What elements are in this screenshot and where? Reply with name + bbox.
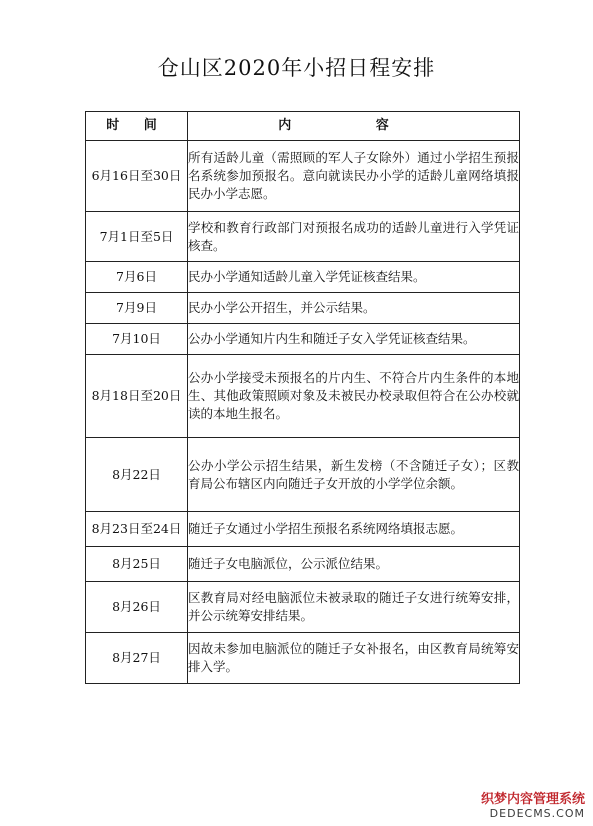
table-row (86, 512, 520, 547)
table-row (86, 324, 520, 355)
row-date: 7月1日至5日 (86, 212, 188, 262)
row-date: 7月6日 (86, 262, 188, 293)
row-content: 公办小学接受未预报名的片内生、不符合片内生条件的本地生、其他政策照顾对象及未被民办校录取但符合在公办校就读的本地生报名。 (188, 355, 520, 438)
table-row (86, 141, 520, 212)
site-watermark (481, 788, 585, 820)
row-content: 民办小学通知适龄儿童入学凭证核查结果。 (188, 262, 520, 293)
row-content: 随迁子女通过小学招生预报名系统网络填报志愿。 (188, 512, 520, 547)
table-row (86, 355, 520, 438)
row-date: 8月26日 (86, 582, 188, 633)
row-content: 民办小学公开招生，并公示结果。 (188, 293, 520, 324)
row-content: 随迁子女电脑派位，公示派位结果。 (188, 547, 520, 582)
watermark-url: DEDECMS.COM (489, 807, 585, 820)
row-date: 7月10日 (86, 324, 188, 355)
row-date: 6月16日至30日 (86, 141, 188, 212)
table-row (86, 633, 520, 684)
header-content: 内 容 (188, 112, 520, 141)
row-content: 学校和教育行政部门对预报名成功的适龄儿童进行入学凭证核查。 (188, 212, 520, 262)
row-date: 8月27日 (86, 633, 188, 684)
table-row (86, 547, 520, 582)
table-row (86, 582, 520, 633)
watermark-brand: 织梦内容管理系统 (480, 792, 585, 807)
table-row (86, 262, 520, 293)
table-row (86, 438, 520, 512)
schedule-table (85, 111, 520, 684)
row-content: 所有适龄儿童（需照顾的军人子女除外）通过小学招生预报名系统参加预报名。意向就读民办小学的适龄儿童网络填报民办小学志愿。 (188, 141, 520, 212)
header-time: 时 间 (86, 112, 188, 141)
row-date: 8月22日 (86, 438, 188, 512)
row-content: 公办小学公示招生结果，新生发榜（不含随迁子女）；区教育局公布辖区内向随迁子女开放的小学学位余额。 (188, 438, 520, 512)
table-header-row (86, 112, 520, 141)
table-row (86, 293, 520, 324)
row-date: 8月23日至24日 (86, 512, 188, 547)
table-row (86, 212, 520, 262)
row-content: 公办小学通知片内生和随迁子女入学凭证核查结果。 (188, 324, 520, 355)
row-date: 8月18日至20日 (86, 355, 188, 438)
row-date: 7月9日 (86, 293, 188, 324)
row-content: 因故未参加电脑派位的随迁子女补报名，由区教育局统筹安排入学。 (188, 633, 520, 684)
row-content: 区教育局对经电脑派位未被录取的随迁子女进行统筹安排，并公示统筹安排结果。 (188, 582, 520, 633)
row-date: 8月25日 (86, 547, 188, 582)
page-title: 仓山区2020年小招日程安排 (157, 56, 436, 80)
